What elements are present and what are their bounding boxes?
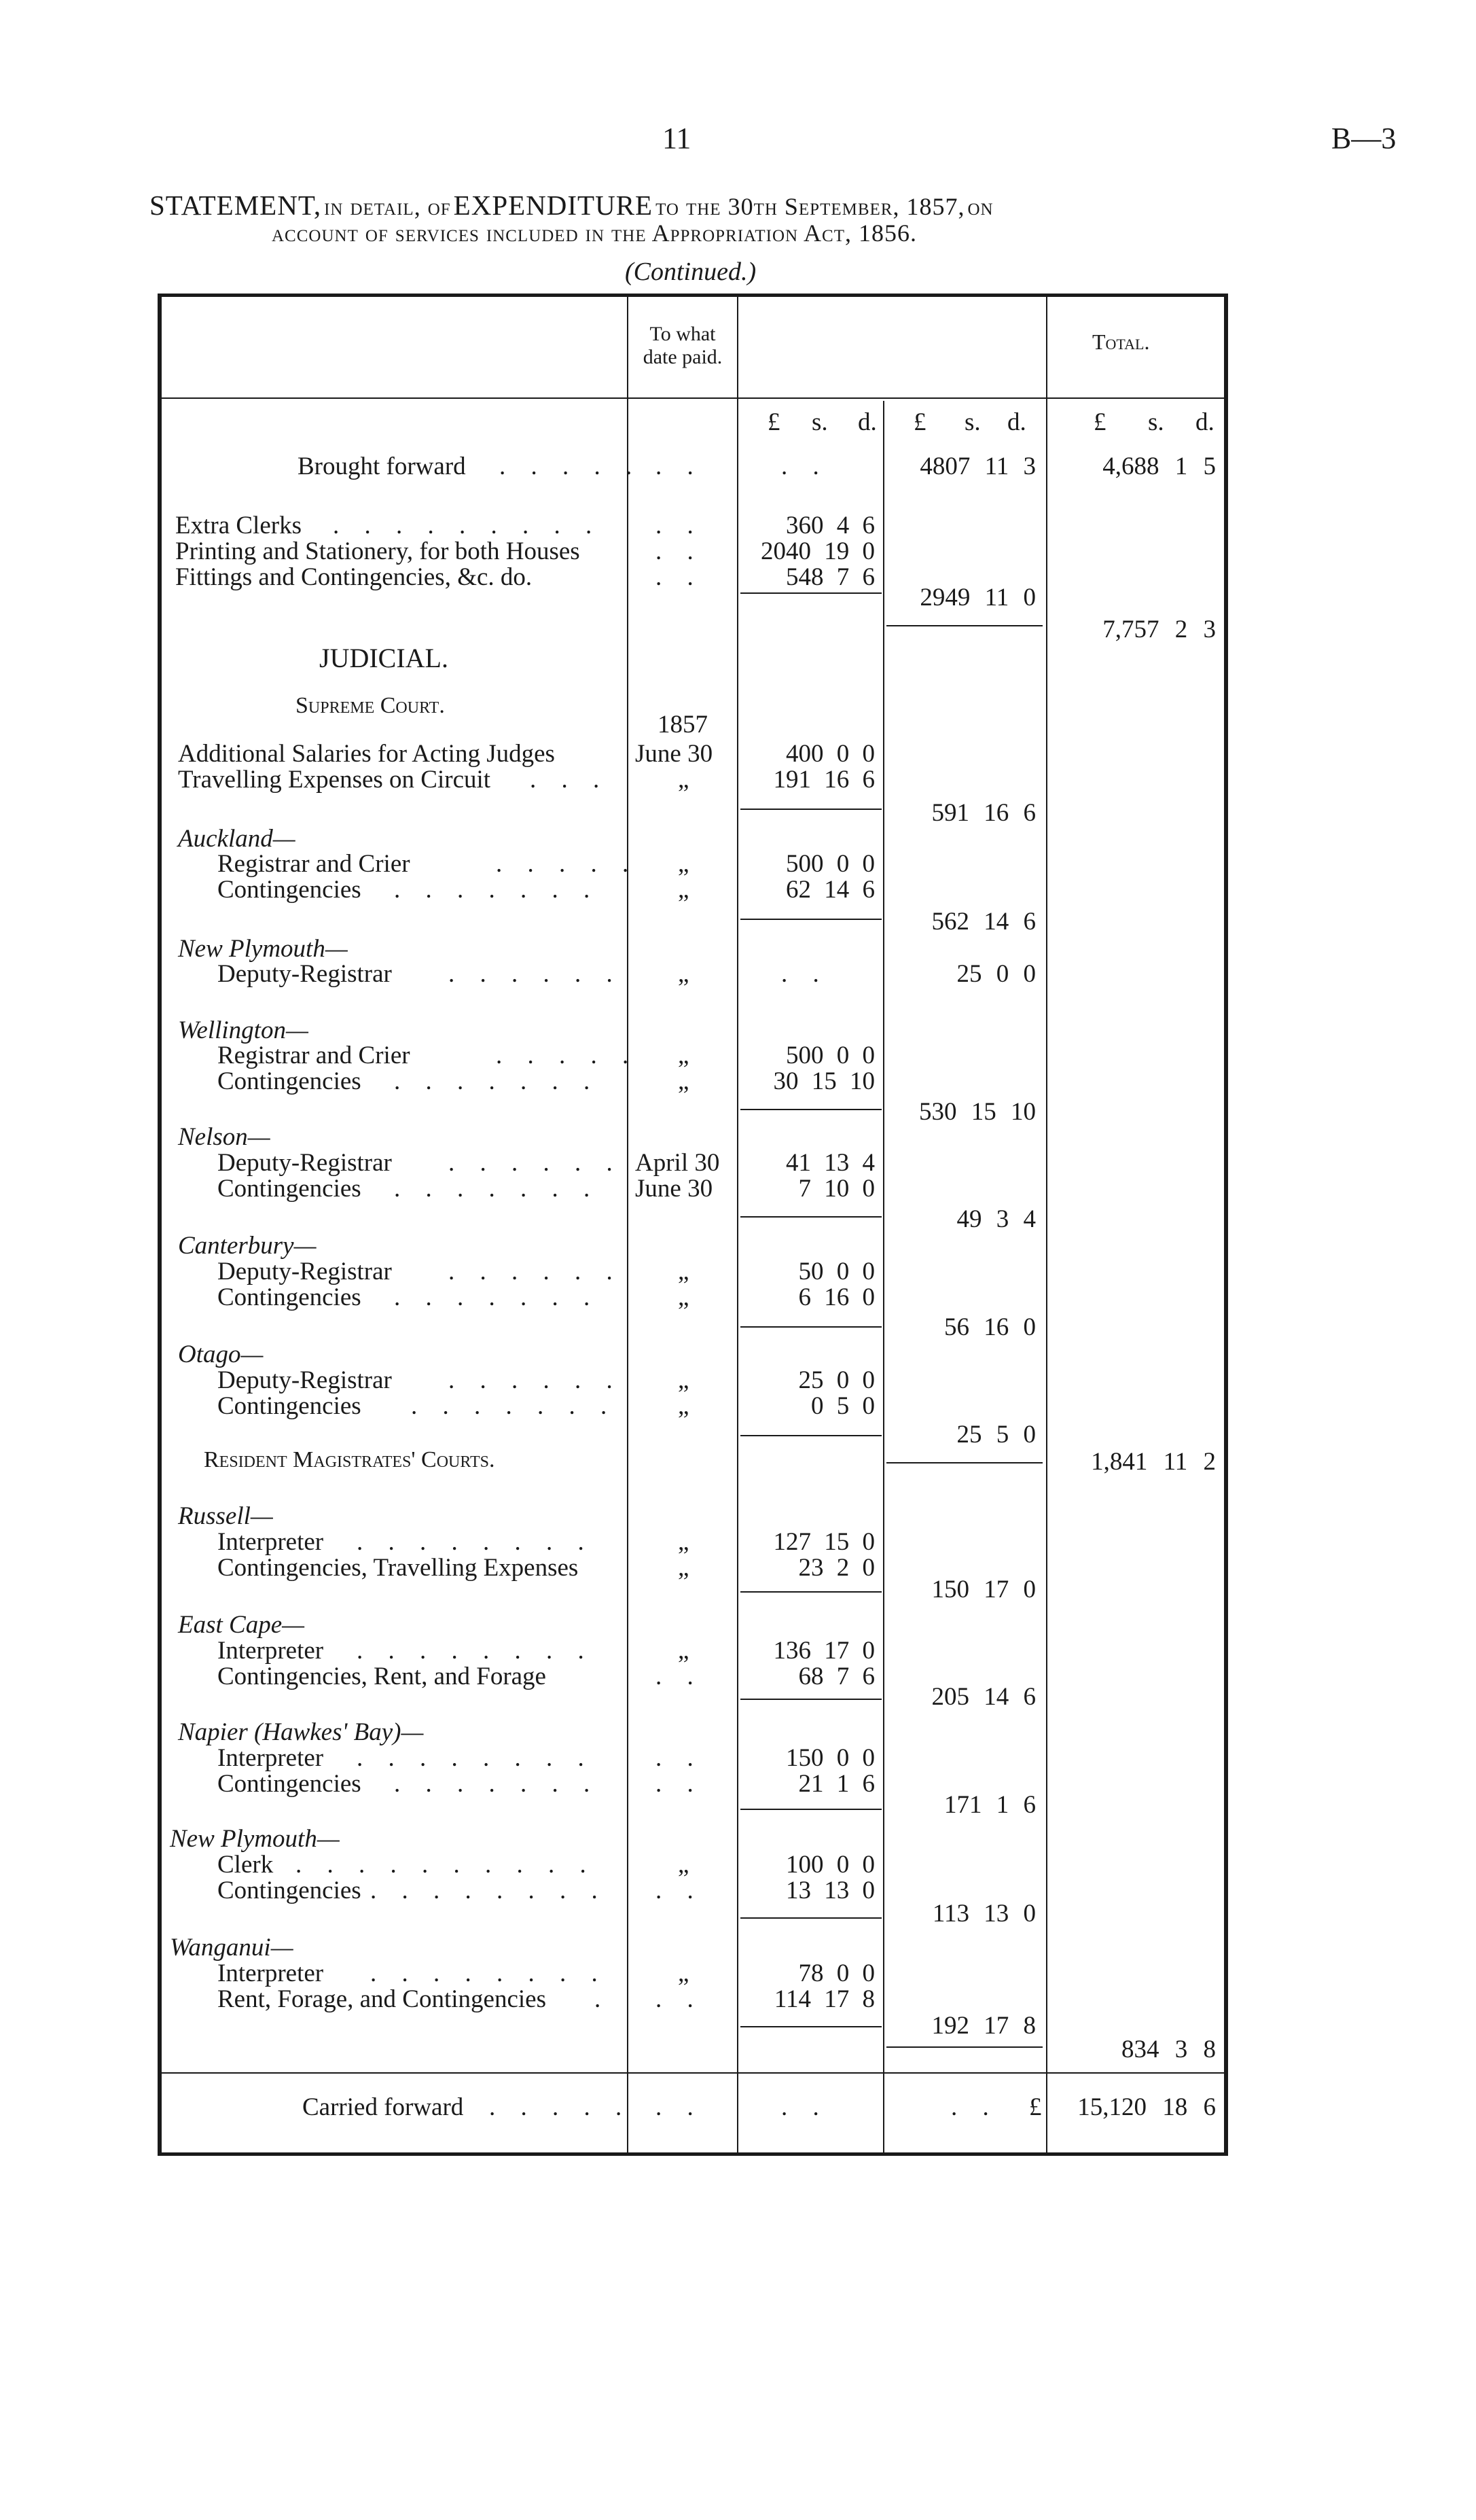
date-dots: . . bbox=[655, 452, 703, 480]
group-name: Wellington— bbox=[178, 1016, 308, 1044]
leader-dots: . . . . . bbox=[496, 1042, 638, 1069]
group-name: Napier (Hawkes' Bay)— bbox=[178, 1718, 424, 1746]
item-date: June 30 bbox=[635, 1175, 713, 1203]
item-label: Registrar and Crier bbox=[217, 1042, 410, 1069]
title-line-1 bbox=[149, 189, 994, 221]
title-on: on bbox=[967, 193, 994, 220]
brought-forward-total: 4,688 1 5 bbox=[1102, 452, 1216, 480]
leader-dots: . . . . . . . . bbox=[370, 1959, 607, 1987]
shilling-header-2: s. bbox=[965, 408, 981, 436]
sum-rule bbox=[886, 625, 1043, 626]
item-amount: 78 0 0 bbox=[798, 1959, 875, 1987]
page-number: 11 bbox=[662, 122, 691, 155]
table-left-rule bbox=[158, 294, 162, 2156]
item-date: „ bbox=[678, 1392, 689, 1420]
item-label: Contingencies bbox=[217, 1283, 361, 1311]
extra-label-2: Printing and Stationery, for both Houses bbox=[175, 537, 580, 565]
item-amount: 41 13 4 bbox=[786, 1149, 875, 1177]
date-heading-line-2: date paid. bbox=[643, 346, 723, 368]
judicial-label-1: Additional Salaries for Acting Judges bbox=[178, 740, 555, 768]
item-amount: 500 0 0 bbox=[786, 850, 875, 878]
currency-sign: £ bbox=[1029, 2093, 1042, 2121]
group-subtotal: 192 17 8 bbox=[931, 2012, 1036, 2040]
group-name: Auckland— bbox=[178, 825, 295, 853]
shilling-header-3: s. bbox=[1148, 408, 1164, 436]
item-amount: 13 13 0 bbox=[786, 1877, 875, 1904]
leader-dots: . . . bbox=[530, 766, 609, 794]
item-date: „ bbox=[678, 850, 689, 878]
extra-label-1: Extra Clerks bbox=[175, 512, 302, 539]
leader-dots: . . . . . bbox=[496, 850, 638, 878]
leader-dots: . . . . . bbox=[489, 2093, 632, 2121]
group-subtotal: 562 14 6 bbox=[931, 908, 1036, 936]
leader-dots: . . . . . . . . . . bbox=[295, 1851, 596, 1879]
extra-amount-3: 548 7 6 bbox=[786, 563, 875, 591]
date-col-right-rule bbox=[737, 297, 738, 2152]
continued-label: (Continued.) bbox=[625, 258, 757, 286]
carried-forward-total: 15,120 18 6 bbox=[1077, 2093, 1216, 2121]
item-date: „ bbox=[678, 1042, 689, 1069]
group-name: Nelson— bbox=[178, 1123, 270, 1151]
group-subtotal: 205 14 6 bbox=[931, 1683, 1036, 1711]
group-name: East Cape— bbox=[178, 1611, 305, 1639]
group-name: Canterbury— bbox=[178, 1232, 317, 1260]
date-heading-line-1: To what bbox=[649, 323, 716, 345]
leader-dots: . . . . . . bbox=[448, 1258, 622, 1285]
supreme-court-heading: Supreme Court. bbox=[295, 693, 445, 718]
sum-rule bbox=[740, 1109, 882, 1110]
item-date: „ bbox=[678, 1637, 689, 1665]
pound-header-3: £ bbox=[1094, 408, 1106, 436]
sum-rule bbox=[740, 592, 882, 594]
sum-rule bbox=[740, 919, 882, 920]
group-subtotal: 150 17 0 bbox=[931, 1576, 1036, 1603]
item-date: April 30 bbox=[635, 1149, 720, 1177]
item-label: Contingencies bbox=[217, 1175, 361, 1203]
leader-dots: . . . . . . . . . bbox=[333, 512, 602, 539]
sum-rule bbox=[886, 1462, 1043, 1463]
extra-subtotal: 2949 11 0 bbox=[920, 584, 1036, 611]
item-date: „ bbox=[678, 1959, 689, 1987]
extra-label-3: Fittings and Contingencies, &c. do. bbox=[175, 563, 533, 591]
leader-dots: . . . . . . . bbox=[394, 1283, 600, 1311]
item-amount: 25 0 0 bbox=[798, 1366, 875, 1394]
item-amount: 500 0 0 bbox=[786, 1042, 875, 1069]
item-label: Contingencies bbox=[217, 1877, 361, 1904]
item-date: „ bbox=[678, 1283, 689, 1311]
group-subtotal: 113 13 0 bbox=[932, 1900, 1036, 1928]
pence-header-1: d. bbox=[858, 408, 877, 436]
sum-rule bbox=[886, 2046, 1043, 2048]
resident-magistrates-heading: Resident Magistrates' Courts. bbox=[204, 1447, 495, 1472]
leader-dots: . . . . . . . bbox=[394, 1770, 600, 1798]
item-date: „ bbox=[678, 1554, 689, 1582]
item-date: „ bbox=[678, 876, 689, 904]
table-bottom-rule bbox=[158, 2152, 1228, 2156]
sum-rule bbox=[740, 1216, 882, 1218]
title-in-detail: in detail, of bbox=[324, 193, 451, 220]
item-label: Deputy-Registrar bbox=[217, 1258, 392, 1285]
item-amount: 100 0 0 bbox=[786, 1851, 875, 1879]
item-amount: 50 0 0 bbox=[798, 1258, 875, 1285]
sum-rule bbox=[740, 1699, 882, 1700]
group-name: New Plymouth— bbox=[178, 935, 348, 963]
item-label: Interpreter bbox=[217, 1959, 324, 1987]
item-date: „ bbox=[678, 1258, 689, 1285]
item-amount: 62 14 6 bbox=[786, 876, 875, 904]
group-name: Russell— bbox=[178, 1502, 273, 1530]
group-subtotal: 25 0 0 bbox=[956, 960, 1036, 988]
group-subtotal: 56 16 0 bbox=[944, 1313, 1036, 1341]
leader-dots: . . . . . . . bbox=[394, 876, 600, 904]
item-label: Clerk bbox=[217, 1851, 274, 1879]
judicial-subtotal: 591 16 6 bbox=[931, 799, 1036, 827]
item-date: „ bbox=[678, 1366, 689, 1394]
shilling-header-1: s. bbox=[812, 408, 828, 436]
header-bottom-rule bbox=[162, 397, 1224, 399]
group-subtotal: 49 3 4 bbox=[956, 1205, 1036, 1233]
item-label: Interpreter bbox=[217, 1528, 324, 1556]
item-amount: . . bbox=[781, 960, 829, 988]
judicial-heading: JUDICIAL. bbox=[319, 643, 448, 673]
item-amount: 136 17 0 bbox=[773, 1637, 875, 1665]
item-amount: 21 1 6 bbox=[798, 1770, 875, 1798]
item-amount: 150 0 0 bbox=[786, 1744, 875, 1772]
item-amount: 23 2 0 bbox=[798, 1554, 875, 1582]
judicial-date-1: June 30 bbox=[635, 740, 713, 768]
leader-dots: . . . . . . . bbox=[394, 1067, 600, 1095]
leader-dots: . . . . . . . . bbox=[357, 1528, 594, 1556]
page-ref: B—3 bbox=[1331, 122, 1397, 155]
item-label: Contingencies, Travelling Expenses bbox=[217, 1554, 579, 1582]
group-name: Otago— bbox=[178, 1341, 264, 1368]
pound-header-1: £ bbox=[768, 408, 780, 436]
amount-col-right-rule bbox=[883, 401, 884, 2152]
date-col-left-rule bbox=[627, 297, 628, 2152]
total-col-left-rule bbox=[1046, 297, 1047, 2152]
leader-dots: . bbox=[594, 1985, 611, 2013]
leader-dots: . . . . . . . bbox=[411, 1392, 617, 1420]
judicial-date-2: „ bbox=[678, 766, 689, 794]
brought-forward-label: Brought forward bbox=[298, 452, 466, 480]
leader-dots: . . . . . . bbox=[448, 1149, 622, 1177]
item-date: „ bbox=[678, 1067, 689, 1095]
item-label: Deputy-Registrar bbox=[217, 1366, 392, 1394]
year-label: 1857 bbox=[658, 711, 708, 739]
leader-dots: . . . . . . . . bbox=[357, 1744, 594, 1772]
sum-rule bbox=[740, 809, 882, 810]
leader-dots: . . . . . bbox=[499, 452, 642, 480]
judicial-amount-1: 400 0 0 bbox=[786, 740, 875, 768]
item-amount: 127 15 0 bbox=[773, 1528, 875, 1556]
item-label: Contingencies, Rent, and Forage bbox=[217, 1663, 546, 1690]
item-date: . . bbox=[655, 1770, 703, 1798]
group-name: Wanganui— bbox=[170, 1934, 293, 1962]
pence-header-3: d. bbox=[1195, 408, 1214, 436]
item-date: „ bbox=[678, 1528, 689, 1556]
sum-rule bbox=[740, 1809, 882, 1810]
group-subtotal: 530 15 10 bbox=[919, 1098, 1036, 1126]
table-right-rule bbox=[1224, 294, 1228, 2156]
item-label: Contingencies bbox=[217, 1770, 361, 1798]
date-dots: . . bbox=[655, 537, 703, 565]
item-label: Contingencies bbox=[217, 1067, 361, 1095]
sum-rule bbox=[740, 1917, 882, 1919]
judicial-label-2: Travelling Expenses on Circuit bbox=[178, 766, 491, 794]
extra-amount-2: 2040 19 0 bbox=[761, 537, 875, 565]
date-dots: . . bbox=[655, 563, 703, 591]
item-label: Contingencies bbox=[217, 876, 361, 904]
amount-dots: . . bbox=[781, 452, 829, 480]
pence-header-2: d. bbox=[1007, 408, 1026, 436]
item-amount: 114 17 8 bbox=[774, 1985, 875, 2013]
subtotal-dots: . . bbox=[951, 2093, 998, 2121]
pound-header-2: £ bbox=[914, 408, 926, 436]
leader-dots: . . . . . . bbox=[448, 960, 622, 988]
sum-rule bbox=[740, 1326, 882, 1328]
item-label: Interpreter bbox=[217, 1744, 324, 1772]
sum-rule bbox=[740, 2026, 882, 2027]
judicial-total: 1,841 11 2 bbox=[1091, 1448, 1216, 1476]
item-date: „ bbox=[678, 1851, 689, 1879]
date-dots: . . bbox=[655, 2093, 703, 2121]
total-heading: Total. bbox=[1092, 330, 1150, 354]
leader-dots: . . . . . . . bbox=[394, 1175, 600, 1203]
amount-dots: . . bbox=[781, 2093, 829, 2121]
extra-total: 7,757 2 3 bbox=[1102, 616, 1216, 643]
item-amount: 68 7 6 bbox=[798, 1663, 875, 1690]
item-date: . . bbox=[655, 1744, 703, 1772]
title-statement: STATEMENT, bbox=[149, 190, 322, 221]
item-amount: 30 15 10 bbox=[773, 1067, 875, 1095]
group-subtotal: 171 1 6 bbox=[944, 1791, 1036, 1819]
title-line-2: account of services included in the Appropriation Act, 1856. bbox=[272, 219, 918, 247]
item-date: . . bbox=[655, 1985, 703, 2013]
table-top-rule bbox=[158, 294, 1228, 297]
item-amount: 7 10 0 bbox=[798, 1175, 875, 1203]
leader-dots: . . . . . . . . bbox=[370, 1877, 607, 1904]
leader-dots: . . . . . . bbox=[448, 1366, 622, 1394]
sum-rule bbox=[740, 1435, 882, 1436]
group-name: New Plymouth— bbox=[170, 1825, 340, 1853]
carried-forward-rule bbox=[162, 2072, 1224, 2074]
date-paid-heading bbox=[628, 323, 737, 369]
item-label: Deputy-Registrar bbox=[217, 960, 392, 988]
resident-magistrates-total: 834 3 8 bbox=[1121, 2036, 1216, 2063]
item-label: Deputy-Registrar bbox=[217, 1149, 392, 1177]
group-subtotal: 25 5 0 bbox=[956, 1421, 1036, 1449]
item-label: Rent, Forage, and Contingencies bbox=[217, 1985, 546, 2013]
item-label: Contingencies bbox=[217, 1392, 361, 1420]
title-date: to the 30th September, 1857, bbox=[655, 193, 965, 220]
item-date: . . bbox=[655, 1877, 703, 1904]
item-date: . . bbox=[655, 1663, 703, 1690]
leader-dots: . . . . . . . . bbox=[357, 1637, 594, 1665]
sum-rule bbox=[740, 1591, 882, 1593]
item-label: Registrar and Crier bbox=[217, 850, 410, 878]
carried-forward-label: Carried forward bbox=[302, 2093, 464, 2121]
date-dots: . . bbox=[655, 512, 703, 539]
brought-forward-subtotal: 4807 11 3 bbox=[920, 452, 1036, 480]
item-amount: 0 5 0 bbox=[811, 1392, 875, 1420]
extra-amount-1: 360 4 6 bbox=[786, 512, 875, 539]
item-label: Interpreter bbox=[217, 1637, 324, 1665]
item-amount: 6 16 0 bbox=[798, 1283, 875, 1311]
title-expenditure: EXPENDITURE bbox=[453, 190, 653, 221]
item-date: „ bbox=[678, 960, 689, 988]
judicial-amount-2: 191 16 6 bbox=[773, 766, 875, 794]
